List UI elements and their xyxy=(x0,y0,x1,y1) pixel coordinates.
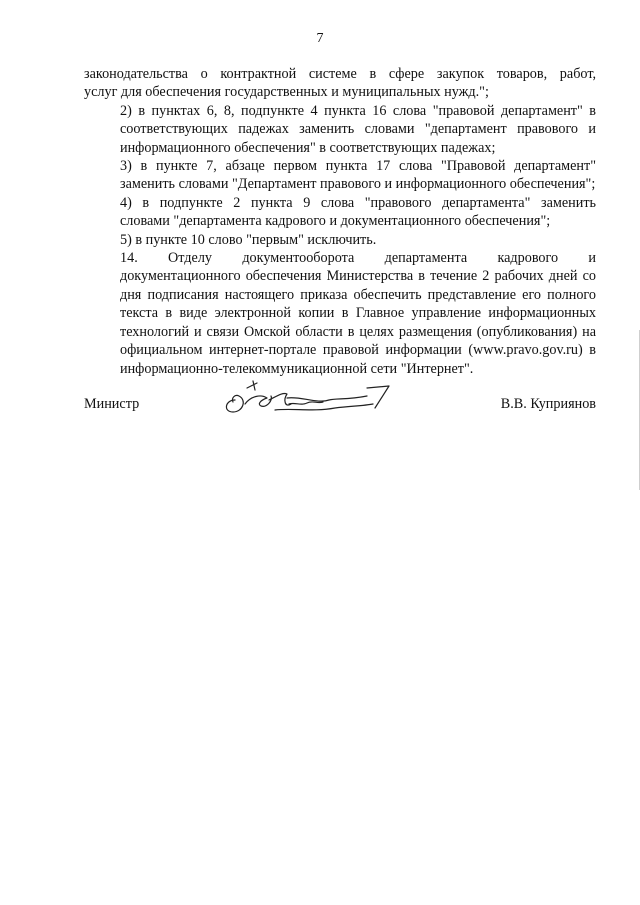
text-line: 3) в пункте 7, абзаце первом пункта 17 слова "Правовой департамент" xyxy=(120,158,596,175)
paragraph-14 xyxy=(84,249,596,378)
text-line: заменить словами "Департамент правового и информационного обеспечения"; xyxy=(120,176,596,193)
text-line: дня подписания настоящего приказа обеспечить представление его полного xyxy=(120,286,596,303)
text-line: информационно-телекоммуникационной сети "Интернет". xyxy=(120,360,474,377)
handwritten-signature-icon xyxy=(217,378,397,418)
text-line: словами "департамента кадрового и документационного обеспечения"; xyxy=(120,213,551,230)
signatory-name: В.В. Куприянов xyxy=(500,396,596,412)
paragraph-continuation xyxy=(84,65,596,102)
page-number: 7 xyxy=(316,31,324,46)
text-line: 2) в пунктах 6, 8, подпункте 4 пункта 16 слова "правовой департамент" в xyxy=(120,102,596,119)
signature-block xyxy=(84,378,596,418)
text-line: услуг для обеспечения государственных и муниципальных нужд."; xyxy=(84,84,489,101)
signatory-title: Министр xyxy=(84,396,140,412)
text-line: текста в виде электронной копии в Главное управление информационных xyxy=(120,305,596,322)
text-line: информационного обеспечения" в соответствующих падежах; xyxy=(120,139,496,156)
paragraph-item-2 xyxy=(84,102,596,157)
text-line: технологий и связи Омской области в целях размещения (опубликования) на xyxy=(120,323,596,340)
text-line: 5) в пункте 10 слово "первым" исключить. xyxy=(120,231,377,248)
text-line: 4) в подпункте 2 пункта 9 слова "правового департамента" заменить xyxy=(120,194,596,211)
document-body xyxy=(84,65,596,378)
paragraph-item-4 xyxy=(84,194,596,231)
paragraph-item-3 xyxy=(84,157,596,194)
paragraph-item-5 xyxy=(84,231,596,249)
text-line: 14. Отделу документооборота департамента кадрового и xyxy=(120,250,596,267)
text-line: официальном интернет-портале правовой информации (www.pravo.gov.ru) в xyxy=(120,342,596,359)
text-line: законодательства о контрактной системе в сфере закупок товаров, работ, xyxy=(84,66,596,82)
text-line: соответствующих падежах заменить словами "департамент правового и xyxy=(120,121,596,138)
text-line: документационного обеспечения Министерства в течение 2 рабочих дней со xyxy=(120,268,596,285)
